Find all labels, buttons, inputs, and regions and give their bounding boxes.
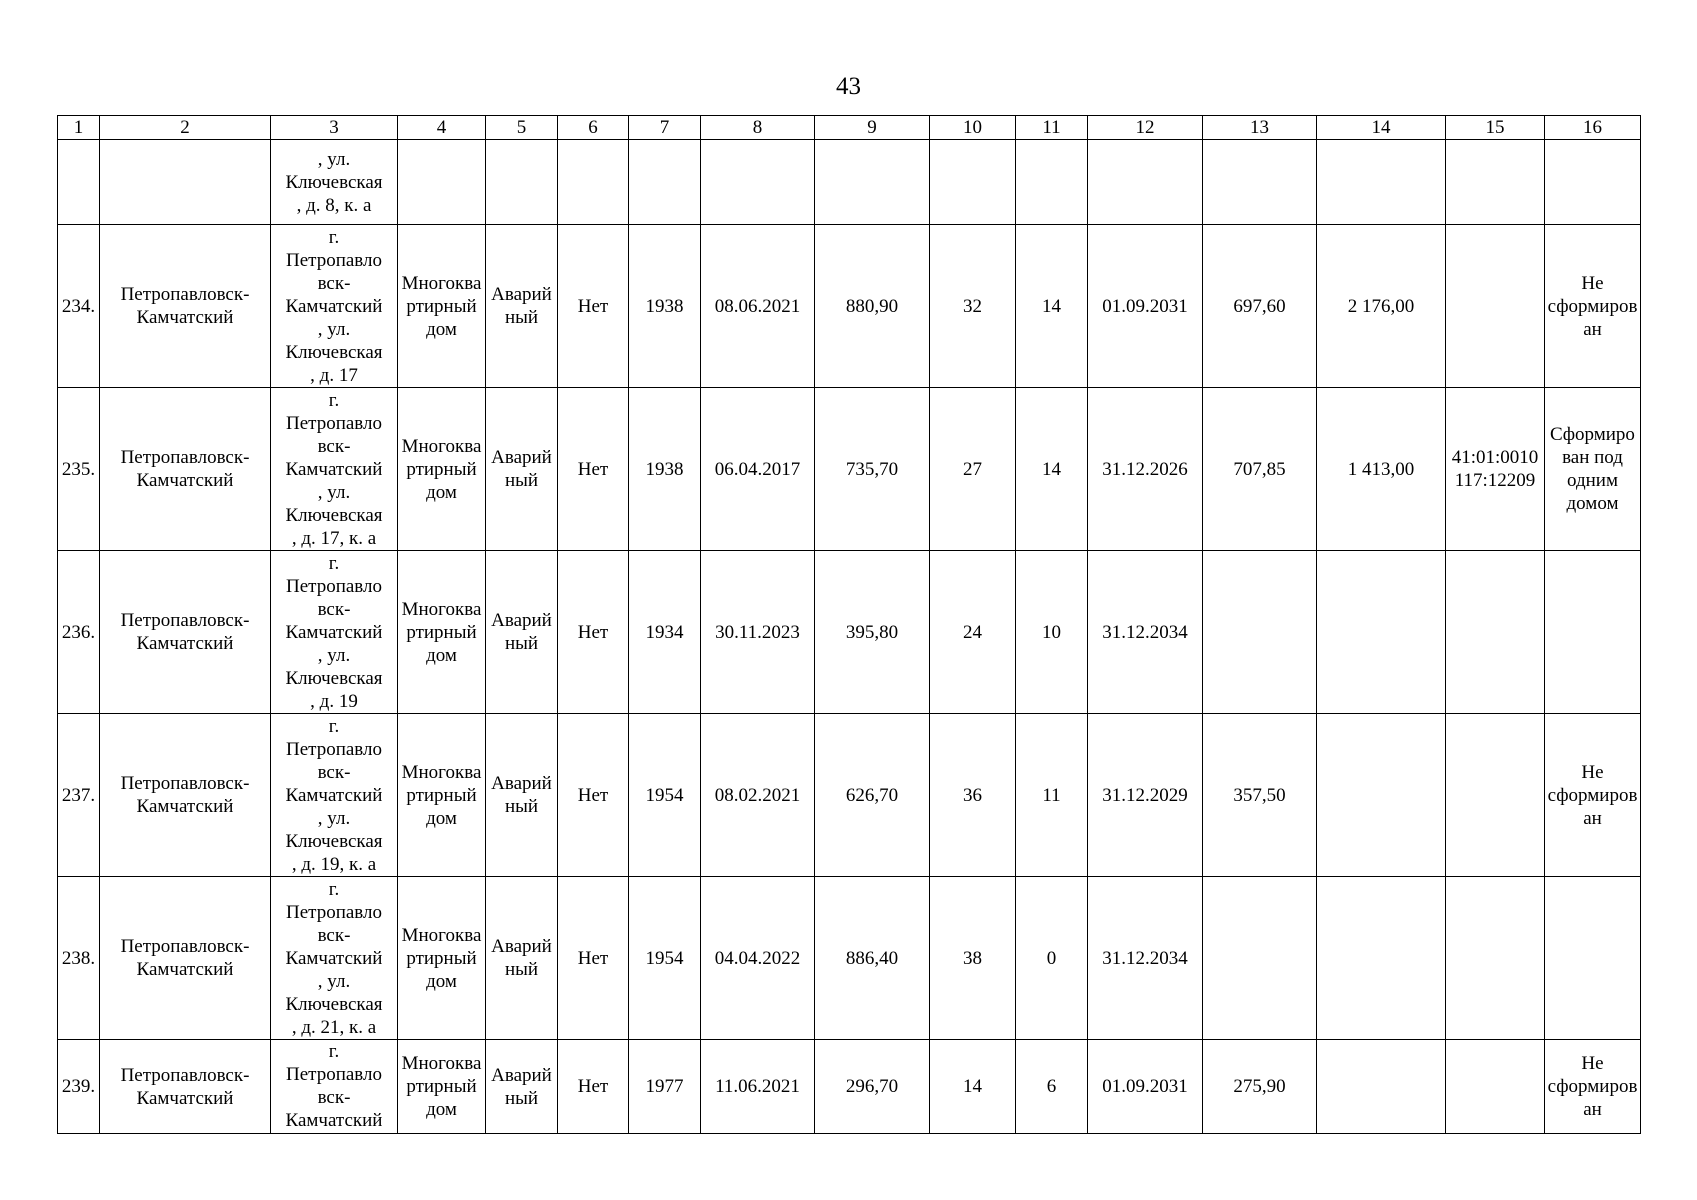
column-6-cell: Нет xyxy=(558,551,629,714)
rooms-cell: 14 xyxy=(1016,225,1088,388)
column-number-15: 15 xyxy=(1446,116,1545,140)
column-13-cell: 275,90 xyxy=(1203,1040,1317,1134)
municipality-cell: Петропавловск- Камчатский xyxy=(100,551,271,714)
rooms-cell: 0 xyxy=(1016,877,1088,1040)
table-row xyxy=(58,388,1641,551)
column-14-cell xyxy=(1317,877,1446,1040)
table-row xyxy=(58,877,1641,1040)
condition-cell: Аварий ный xyxy=(486,877,558,1040)
column-6-cell: Нет xyxy=(558,877,629,1040)
column-13-cell xyxy=(1203,877,1317,1040)
condition-cell: Аварий ный xyxy=(486,714,558,877)
building-type-cell: Многоква ртирный дом xyxy=(398,551,486,714)
area-cell: 395,80 xyxy=(815,551,930,714)
continuation-row xyxy=(58,140,1641,225)
row-number: 239. xyxy=(58,1040,100,1134)
address-cell: г. Петропавло вск- Камчатский , ул. Ключевская , д. 21, к. а xyxy=(271,877,398,1040)
date-cell: 08.02.2021 xyxy=(701,714,815,877)
area-cell: 296,70 xyxy=(815,1040,930,1134)
land-status-cell xyxy=(1545,551,1641,714)
municipality-cell: Петропавловск- Камчатский xyxy=(100,225,271,388)
column-number-6: 6 xyxy=(558,116,629,140)
cadastral-number-cell xyxy=(1446,714,1545,877)
row-number: 235. xyxy=(58,388,100,551)
municipality-cell: Петропавловск- Камчатский xyxy=(100,877,271,1040)
area-cell: 626,70 xyxy=(815,714,930,877)
table-row xyxy=(58,225,1641,388)
column-number-2: 2 xyxy=(100,116,271,140)
cadastral-number-cell xyxy=(1446,877,1545,1040)
year-cell: 1938 xyxy=(629,225,701,388)
rooms-cell: 11 xyxy=(1016,714,1088,877)
condition-cell: Аварий ный xyxy=(486,225,558,388)
column-14-cell xyxy=(1317,714,1446,877)
row-number: 236. xyxy=(58,551,100,714)
area-cell: 735,70 xyxy=(815,388,930,551)
column-6-cell: Нет xyxy=(558,388,629,551)
deadline-cell: 01.09.2031 xyxy=(1088,225,1203,388)
year-cell: 1954 xyxy=(629,877,701,1040)
date-cell: 30.11.2023 xyxy=(701,551,815,714)
date-cell: 04.04.2022 xyxy=(701,877,815,1040)
column-6-cell: Нет xyxy=(558,225,629,388)
column-14-cell xyxy=(1317,551,1446,714)
address-cell: г. Петропавло вск- Камчатский xyxy=(271,1040,398,1134)
deadline-cell: 31.12.2026 xyxy=(1088,388,1203,551)
year-cell: 1977 xyxy=(629,1040,701,1134)
header-row xyxy=(58,116,1641,140)
condition-cell: Аварий ный xyxy=(486,551,558,714)
rooms-cell: 6 xyxy=(1016,1040,1088,1134)
area-cell: 880,90 xyxy=(815,225,930,388)
deadline-cell: 31.12.2029 xyxy=(1088,714,1203,877)
cadastral-number-cell xyxy=(1446,551,1545,714)
residents-cell: 27 xyxy=(930,388,1016,551)
residents-cell: 24 xyxy=(930,551,1016,714)
municipality-cell: Петропавловск- Камчатский xyxy=(100,1040,271,1134)
condition-cell: Аварий ный xyxy=(486,1040,558,1134)
cadastral-number-cell: 41:01:0010 117:12209 xyxy=(1446,388,1545,551)
housing-registry-table xyxy=(57,115,1641,1134)
column-13-cell: 357,50 xyxy=(1203,714,1317,877)
land-status-cell: Не сформиров ан xyxy=(1545,225,1641,388)
building-type-cell: Многоква ртирный дом xyxy=(398,1040,486,1134)
column-14-cell: 2 176,00 xyxy=(1317,225,1446,388)
rooms-cell: 14 xyxy=(1016,388,1088,551)
column-number-9: 9 xyxy=(815,116,930,140)
column-number-7: 7 xyxy=(629,116,701,140)
date-cell: 06.04.2017 xyxy=(701,388,815,551)
residents-cell: 14 xyxy=(930,1040,1016,1134)
year-cell: 1954 xyxy=(629,714,701,877)
table-row xyxy=(58,551,1641,714)
column-number-8: 8 xyxy=(701,116,815,140)
column-number-14: 14 xyxy=(1317,116,1446,140)
address-cell: г. Петропавло вск- Камчатский , ул. Ключевская , д. 17, к. а xyxy=(271,388,398,551)
deadline-cell: 31.12.2034 xyxy=(1088,551,1203,714)
date-cell: 11.06.2021 xyxy=(701,1040,815,1134)
municipality-cell: Петропавловск- Камчатский xyxy=(100,388,271,551)
row-number: 238. xyxy=(58,877,100,1040)
municipality-cell: Петропавловск- Камчатский xyxy=(100,714,271,877)
date-cell: 08.06.2021 xyxy=(701,225,815,388)
year-cell: 1934 xyxy=(629,551,701,714)
table-row xyxy=(58,1040,1641,1134)
column-number-16: 16 xyxy=(1545,116,1641,140)
address-cell: г. Петропавло вск- Камчатский , ул. Ключевская , д. 17 xyxy=(271,225,398,388)
cadastral-number-cell xyxy=(1446,225,1545,388)
column-14-cell: 1 413,00 xyxy=(1317,388,1446,551)
condition-cell: Аварий ный xyxy=(486,388,558,551)
land-status-cell: Не сформиров ан xyxy=(1545,1040,1641,1134)
column-number-3: 3 xyxy=(271,116,398,140)
column-6-cell: Нет xyxy=(558,1040,629,1134)
rooms-cell: 10 xyxy=(1016,551,1088,714)
land-status-cell: Сформиро ван под одним домом xyxy=(1545,388,1641,551)
column-14-cell xyxy=(1317,1040,1446,1134)
column-number-5: 5 xyxy=(486,116,558,140)
area-cell: 886,40 xyxy=(815,877,930,1040)
column-13-cell: 697,60 xyxy=(1203,225,1317,388)
cadastral-number-cell xyxy=(1446,1040,1545,1134)
column-number-12: 12 xyxy=(1088,116,1203,140)
year-cell: 1938 xyxy=(629,388,701,551)
address-cell: г. Петропавло вск- Камчатский , ул. Ключевская , д. 19 xyxy=(271,551,398,714)
column-number-10: 10 xyxy=(930,116,1016,140)
column-13-cell xyxy=(1203,551,1317,714)
building-type-cell: Многоква ртирный дом xyxy=(398,714,486,877)
row-number: 237. xyxy=(58,714,100,877)
residents-cell: 38 xyxy=(930,877,1016,1040)
building-type-cell: Многоква ртирный дом xyxy=(398,388,486,551)
table-row xyxy=(58,714,1641,877)
column-number-4: 4 xyxy=(398,116,486,140)
page-number: 43 xyxy=(836,73,861,100)
residents-cell: 36 xyxy=(930,714,1016,877)
building-type-cell: Многоква ртирный дом xyxy=(398,877,486,1040)
building-type-cell: Многоква ртирный дом xyxy=(398,225,486,388)
row-number: 234. xyxy=(58,225,100,388)
residents-cell: 32 xyxy=(930,225,1016,388)
column-6-cell: Нет xyxy=(558,714,629,877)
address-cell: , ул. Ключевская , д. 8, к. а xyxy=(271,140,398,225)
land-status-cell: Не сформиров ан xyxy=(1545,714,1641,877)
address-cell: г. Петропавло вск- Камчатский , ул. Ключевская , д. 19, к. а xyxy=(271,714,398,877)
column-number-11: 11 xyxy=(1016,116,1088,140)
deadline-cell: 31.12.2034 xyxy=(1088,877,1203,1040)
land-status-cell xyxy=(1545,877,1641,1040)
column-number-13: 13 xyxy=(1203,116,1317,140)
column-number-1: 1 xyxy=(58,116,100,140)
deadline-cell: 01.09.2031 xyxy=(1088,1040,1203,1134)
column-13-cell: 707,85 xyxy=(1203,388,1317,551)
